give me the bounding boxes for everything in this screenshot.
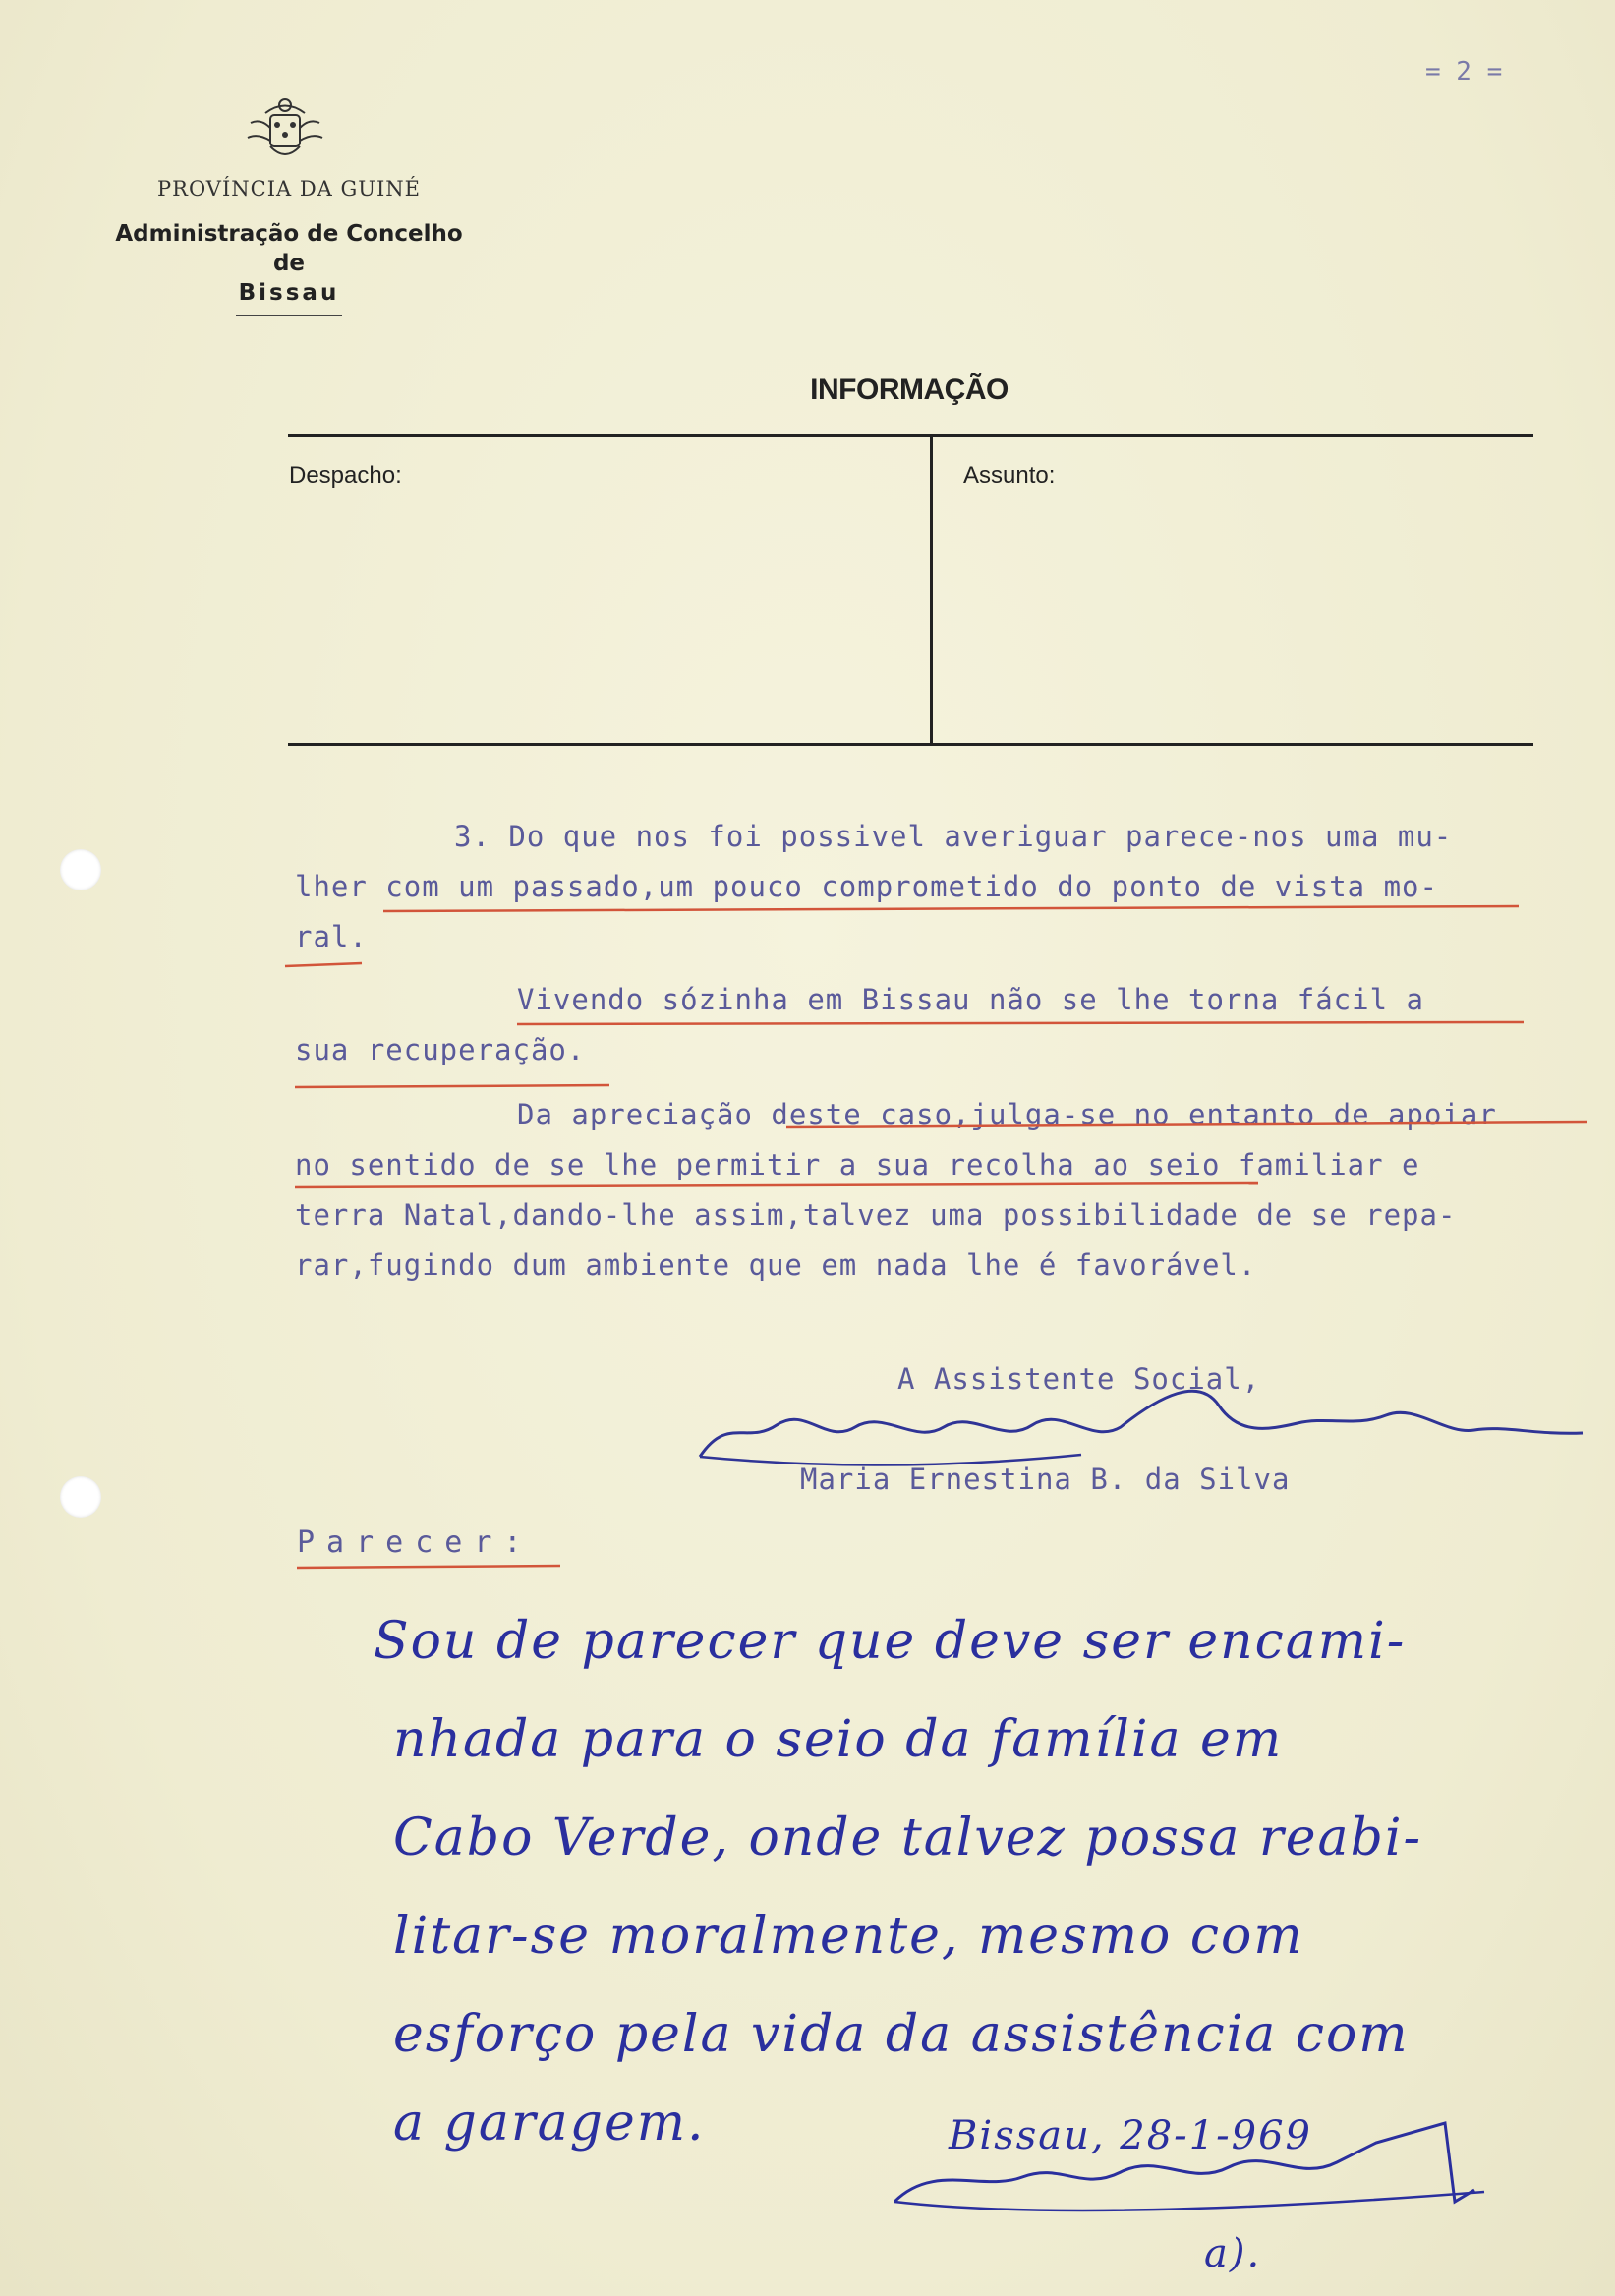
body-line: rar,fugindo dum ambiente que em nada lhe é favorável. [295, 1248, 1257, 1282]
document-title: INFORMAÇÃO [810, 373, 1009, 406]
punch-hole [60, 1476, 101, 1518]
parecer-label: Parecer: [297, 1525, 534, 1560]
handwritten-line: esforço pela vida da assistência com [393, 2005, 1410, 2064]
body-line: terra Natal,dando-lhe assim,talvez uma possibilidade de se repa- [295, 1198, 1457, 1232]
body-line: 3. Do que nos foi possivel averiguar parece-nos uma mu- [454, 820, 1453, 853]
signatory-role: A Assistente Social, [897, 1362, 1261, 1396]
coat-of-arms-icon [236, 93, 334, 172]
form-vertical-divider [930, 434, 933, 743]
form-top-rule [288, 434, 1533, 437]
administration-de: de [272, 251, 306, 276]
administration-name: Administração de Concelho [115, 221, 463, 247]
body-line: lher com um passado,um pouco comprometido do ponto de vista mo- [295, 870, 1438, 903]
handwritten-line: litar-se moralmente, mesmo com [393, 1907, 1304, 1966]
handwritten-line: Sou de parecer que deve ser encami- [374, 1612, 1407, 1671]
handwritten-date: Bissau, 28-1-969 [949, 2113, 1313, 2158]
city-name: Bissau [238, 280, 340, 306]
body-line: ral. [295, 920, 368, 953]
signatory-name: Maria Ernestina B. da Silva [800, 1463, 1291, 1496]
page-number: = 2 = [1425, 57, 1503, 86]
punch-hole [60, 849, 101, 890]
header-divider [236, 315, 342, 316]
handwritten-line: Cabo Verde, onde talvez possa reabi- [393, 1808, 1423, 1867]
handwritten-line: nhada para o seio da família em [393, 1710, 1284, 1769]
form-bottom-rule [288, 743, 1533, 746]
parecer-initial: a). [1204, 2231, 1262, 2276]
assunto-label: Assunto: [963, 462, 1056, 488]
body-line: no sentido de se lhe permitir a sua recolha ao seio familiar e [295, 1148, 1420, 1181]
handwritten-line: a garagem. [393, 2094, 706, 2152]
body-line: sua recuperação. [295, 1033, 586, 1066]
body-line: Da apreciação deste caso,julga-se no entanto de apoiar [517, 1098, 1497, 1131]
province-name: PROVÍNCIA DA GUINÉ [157, 177, 421, 201]
despacho-label: Despacho: [289, 462, 402, 488]
body-line: Vivendo sózinha em Bissau não se lhe torna fácil a [517, 983, 1424, 1016]
